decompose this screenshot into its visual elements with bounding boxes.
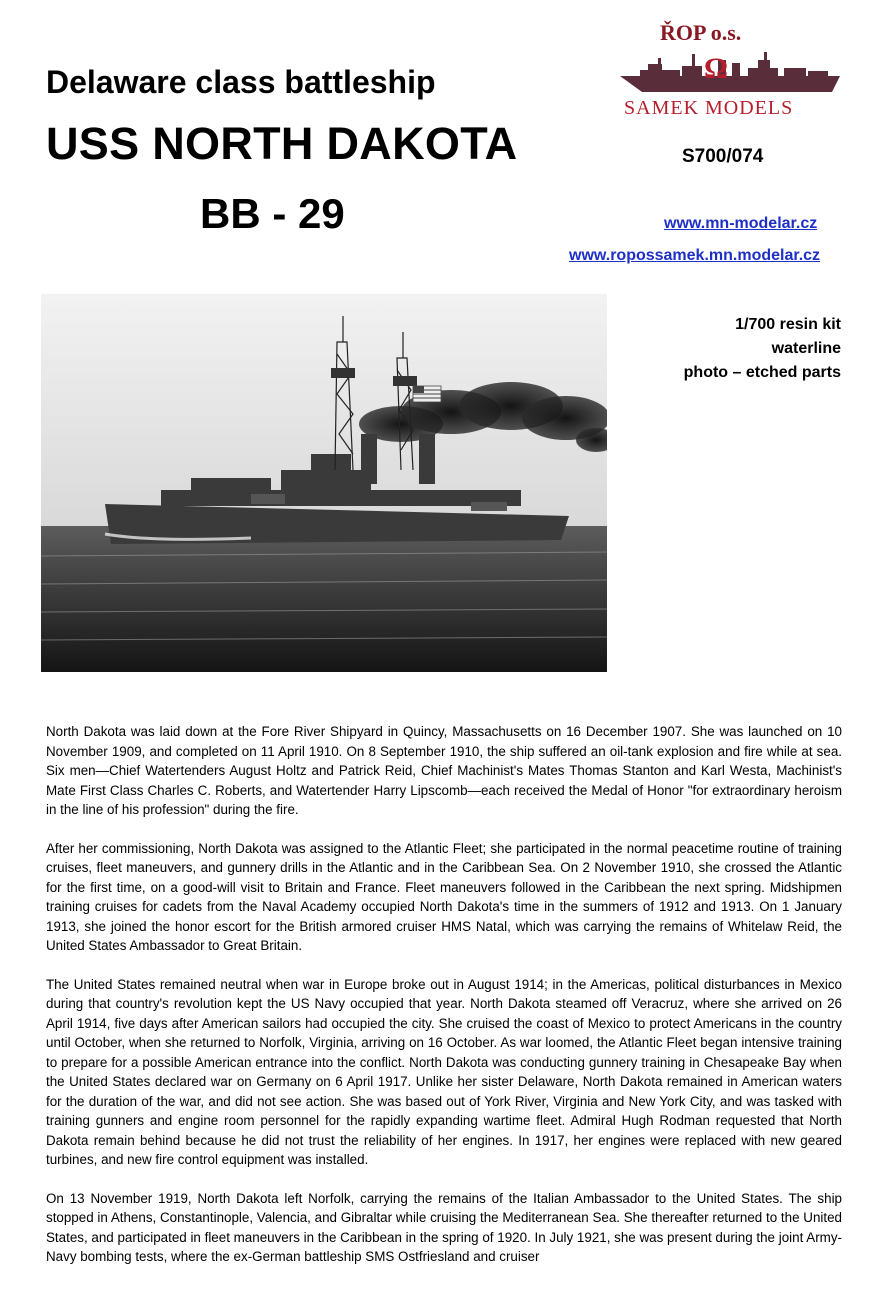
kit-spec-scale: 1/700 resin kit	[735, 316, 841, 333]
website-link-ropossamek[interactable]: www.ropossamek.mn.modelar.cz	[569, 247, 821, 264]
kit-spec-photoetch: photo – etched parts	[683, 364, 841, 381]
logo-brand-name: SAMEK MODELS	[624, 97, 794, 119]
article-paragraph: The United States remained neutral when war in Europe broke out in August 1914; in the Americas, political disturbances in Mexico during that country's revolution kept the US Navy occupied that year. North Dakota steamed off Veracruz, where she arrived on 26 April 1914, five days after American sailors had occupied the city. She cruised the coast of Mexico to protect Americans in the country until October, when she returned to Norfolk, Virginia, arriving on 16 October. As war loomed, the Atlantic Fleet began intensive training to prepare for a possible American entrance into the conflict. North Dakota was conducting gunnery training in Chesapeake Bay when the United States declared war on Germany on 6 April 1917. Unlike her sister Delaware, North Dakota remained in American waters for the duration of the war, and did not see action. She was based out of York River, Virginia and New York City, and was tasked with training gunners and engine room personnel for the rapidly expanding wartime fleet. Admiral Hugh Rodman requested that North Dakota remain behind because he did not trust the reliability of her engines. In 1917, her engines were replaced with new geared turbines, and new fire control equipment was installed.	[46, 976, 842, 1167]
hull-number: BB - 29	[200, 190, 345, 237]
catalog-number: S700/074	[682, 146, 764, 167]
article-paragraph: After her commissioning, North Dakota was assigned to the Atlantic Fleet; she participated in the normal peacetime routine of training cruises, fleet maneuvers, and gunnery drills in the Atlantic and in the Caribbean Sea. On 2 November 1910, she crossed the Atlantic for the first time, on a good-will visit to Britain and France. Fleet maneuvers followed in the Caribbean the next spring. Midshipmen training cruises for cadets from the Naval Academy occupied North Dakota's time in the summers of 1912 and 1913. On 1 January 1913, she joined the honor escort for the British armored cruiser HMS Natal, which was carrying the remains of Whitelaw Reid, the United States Ambassador to Great Britain.	[46, 840, 842, 953]
ship-logo-icon	[618, 48, 844, 96]
article-body	[46, 722, 842, 1286]
kit-spec-waterline: waterline	[771, 340, 841, 357]
article-paragraph: On 13 November 1919, North Dakota left Norfolk, carrying the remains of the Italian Ambassador to the United States. The ship stopped in Athens, Constantinople, Valencia, and Gibraltar while cruising the Mediterranean Sea. She thereafter returned to the United States, and participated in fleet maneuvers in the Caribbean in the spring of 1920. In July 1921, she was present during the joint Army-Navy bombing tests, where the ex-German battleship SMS Ostfriesland and cruiser	[46, 1190, 842, 1264]
battleship-photo	[41, 294, 607, 672]
page-subtitle: Delaware class battleship	[46, 64, 436, 100]
logo-org-name: ŘOP o.s.	[660, 20, 742, 45]
website-link-mn-modelar[interactable]: www.mn-modelar.cz	[664, 215, 818, 232]
article-paragraph: North Dakota was laid down at the Fore River Shipyard in Quincy, Massachusetts on 16 December 1907. She was launched on 10 November 1909, and completed on 11 April 1910. On 8 September 1910, the ship suffered an oil-tank explosion and fire while at sea. Six men—Chief Watertenders August Holtz and Patrick Reid, Chief Machinist's Mates Thomas Stanton and Karl Westa, Machinist's Mate First Class Charles C. Roberts, and Watertender Harry Lipscomb—each received the Medal of Honor "for extraordinary heroism in the line of his profession" during the fire.	[46, 724, 842, 817]
svg-text:Ω: Ω	[704, 52, 729, 85]
page-title: USS NORTH DAKOTA	[46, 118, 518, 169]
